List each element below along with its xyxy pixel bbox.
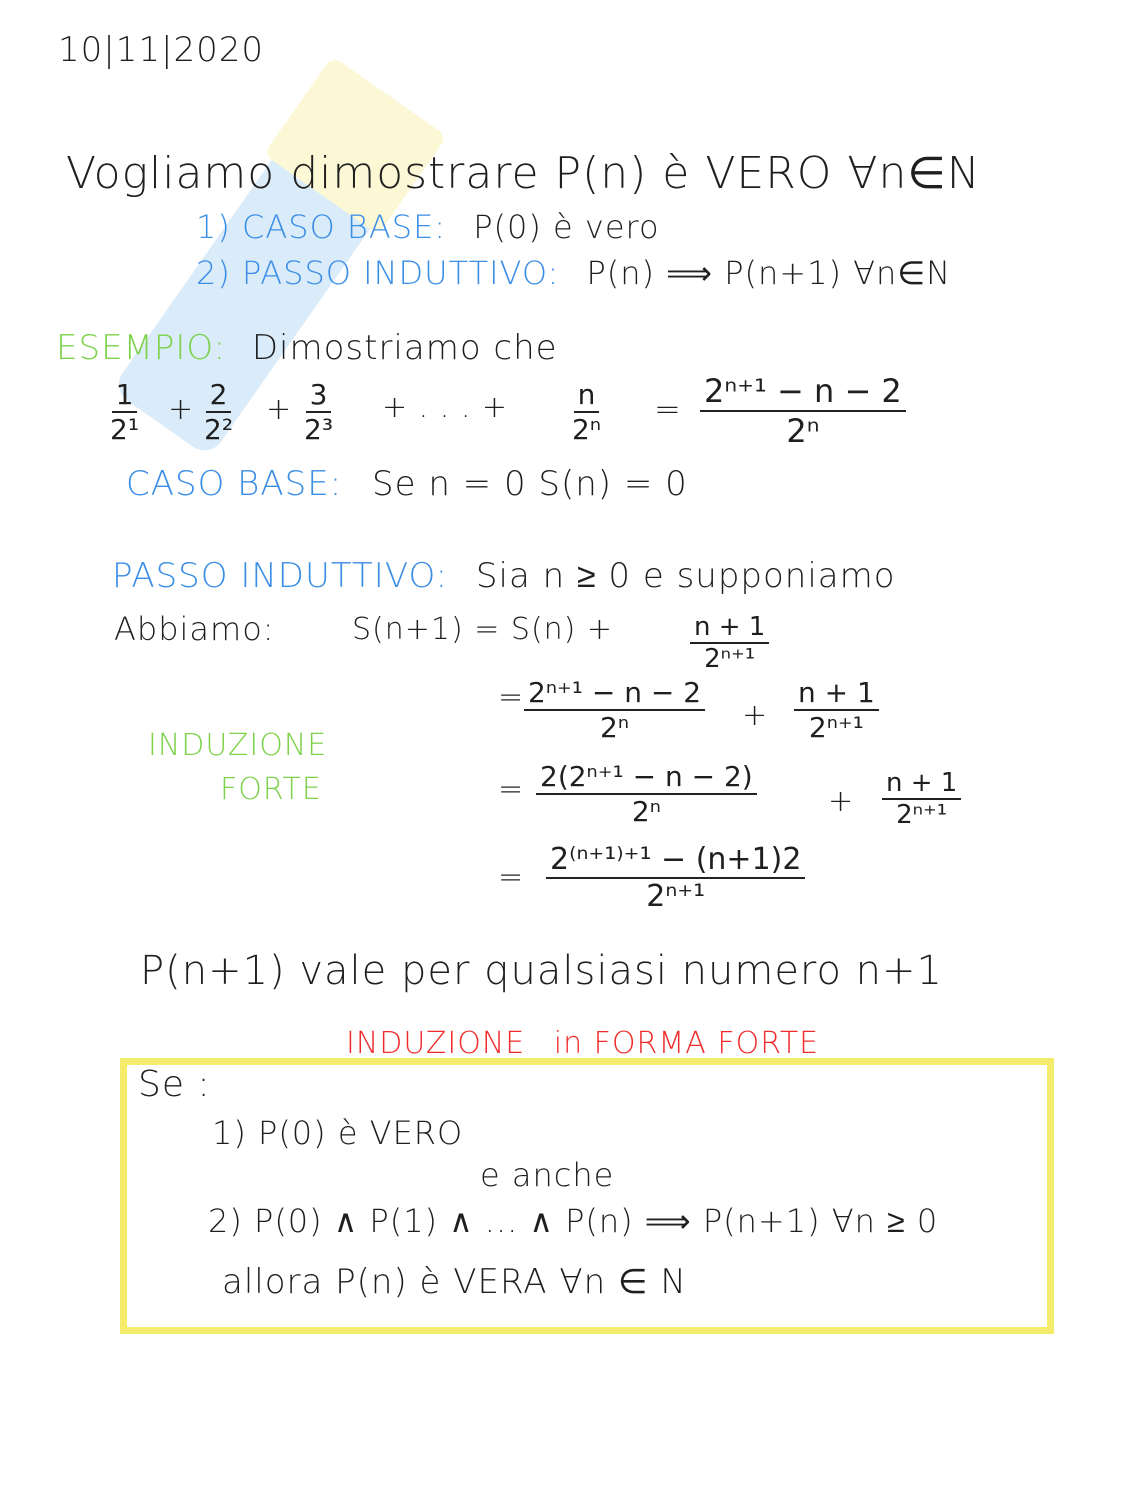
- derivation-line-2-fraction-a: $\frac{\text{2ⁿ⁺¹ − n − 2}}{\text{2ⁿ}}$: [524, 676, 705, 744]
- equals-sign: =: [498, 772, 525, 807]
- conclusion: P(n+1) vale per qualsiasi numero n+1: [140, 948, 943, 994]
- series-term-3: $\frac{3}{\text{2³}}$: [304, 378, 334, 446]
- series-dots: + . . . +: [382, 390, 509, 425]
- series-last-term: $\frac{n}{\text{2ⁿ}}$: [572, 378, 601, 446]
- box-e-anche: e anche: [480, 1156, 615, 1194]
- step-1-text: P(0) è vero: [473, 208, 660, 246]
- step-1-label: 1) CASO BASE:: [196, 208, 447, 246]
- series-term-2: $\frac{2}{\text{2²}}$: [204, 378, 234, 446]
- derivation-line-3-fraction-a: $\frac{\text{2(2ⁿ⁺¹ − n − 2)}}{\text{2ⁿ}}$: [536, 760, 757, 828]
- derivation-line-1-lhs: S(n+1) = S(n) +: [352, 612, 614, 647]
- base-case: [126, 464, 688, 504]
- inductive-text: Sia n ≥ 0 e supponiamo: [475, 556, 896, 596]
- example-text: Dimostriamo che: [251, 328, 558, 368]
- intro-statement: Vogliamo dimostrare P(n) è VERO ∀n∈N: [66, 148, 981, 199]
- equals-sign: =: [654, 390, 682, 428]
- inductive-step: [112, 556, 896, 596]
- side-label-forte: FORTE: [220, 772, 322, 807]
- box-condition-1: 1) P(0) è VERO: [212, 1114, 464, 1152]
- box-se: Se :: [138, 1064, 211, 1105]
- derivation-line-3-fraction-b: $\frac{n + 1}{\text{2ⁿ⁺¹}}$: [882, 768, 961, 830]
- derivation-line-2-fraction-b: $\frac{n + 1}{\text{2ⁿ⁺¹}}$: [794, 676, 879, 744]
- step-1: [196, 208, 660, 246]
- abbiamo-label: Abbiamo:: [114, 610, 275, 648]
- side-label-induzione: INDUZIONE: [148, 728, 328, 763]
- step-2-text: P(n) ⟹ P(n+1) ∀n∈N: [586, 254, 952, 292]
- strong-title-b: in FORMA FORTE: [553, 1026, 820, 1061]
- equals-sign: =: [498, 860, 525, 895]
- example-heading: [56, 328, 558, 368]
- page-date: 10|11|2020: [58, 30, 264, 70]
- box-conclusion: allora P(n) è VERA ∀n ∈ N: [222, 1262, 687, 1302]
- step-2-label: 2) PASSO INDUTTIVO:: [196, 254, 560, 292]
- equals-sign: =: [498, 680, 525, 715]
- example-label: ESEMPIO:: [56, 328, 227, 368]
- base-case-label: CASO BASE:: [126, 464, 343, 504]
- step-2: [196, 254, 951, 292]
- series-sum-rhs: $\frac{\text{2ⁿ⁺¹ − n − 2}}{\text{2ⁿ}}$: [700, 372, 906, 450]
- plus-sign: +: [828, 784, 855, 819]
- inductive-label: PASSO INDUTTIVO:: [112, 556, 449, 596]
- box-condition-2: 2) P(0) ∧ P(1) ∧ ... ∧ P(n) ⟹ P(n+1) ∀n ≥ 0: [208, 1202, 939, 1240]
- plus-sign: +: [266, 392, 293, 427]
- series-term-1: $\frac{1}{\text{2¹}}$: [110, 378, 140, 446]
- strong-title-a: INDUZIONE: [346, 1026, 526, 1061]
- derivation-line-4-fraction: $\frac{\text{2⁽ⁿ⁺¹⁾⁺¹ − (n+1)2}}{\text{2ⁿ⁺¹}}$: [546, 842, 805, 914]
- plus-sign: +: [168, 392, 195, 427]
- base-case-text: Se n = 0 S(n) = 0: [372, 464, 688, 504]
- strong-induction-title: [346, 1026, 819, 1061]
- derivation-line-1-fraction: $\frac{n + 1}{\text{2ⁿ⁺¹}}$: [690, 612, 769, 674]
- plus-sign: +: [742, 698, 769, 733]
